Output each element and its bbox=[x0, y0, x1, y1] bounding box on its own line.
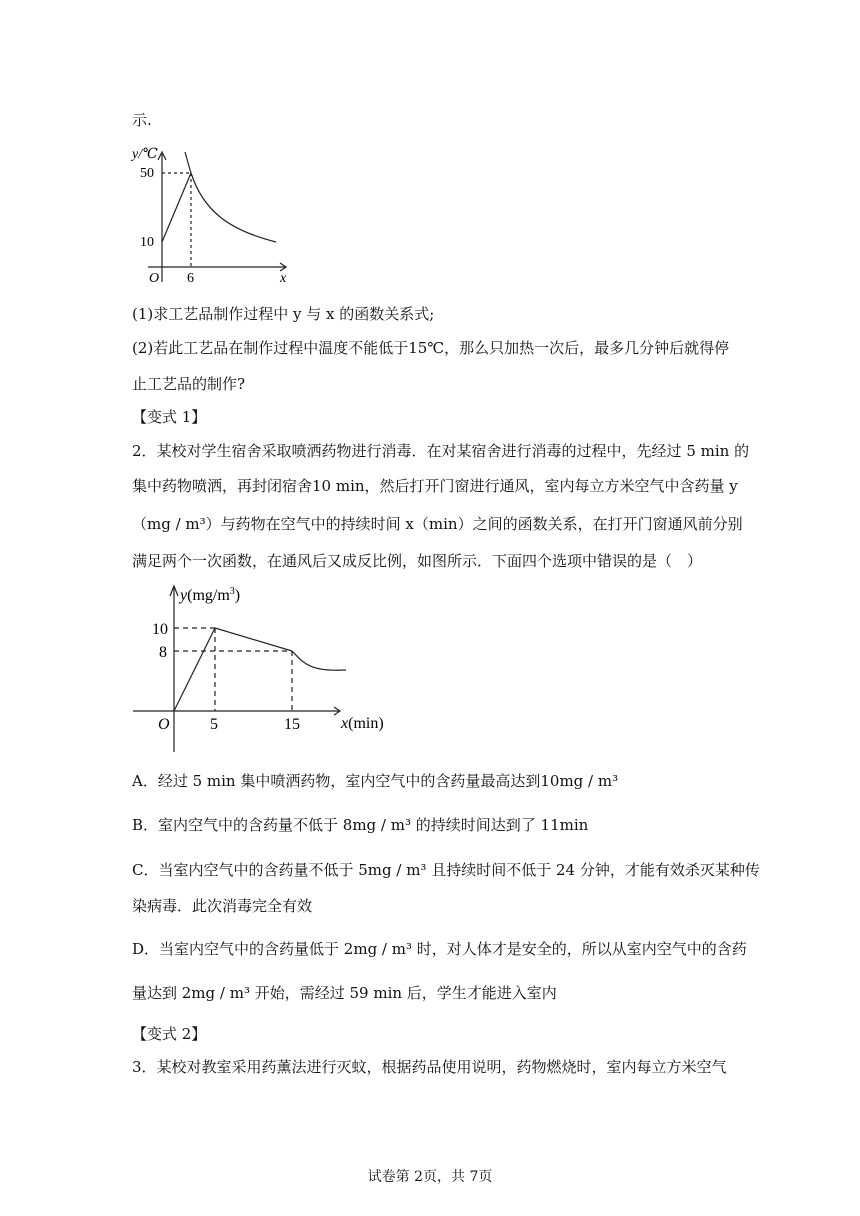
question-text: （mg / m³）与药物在空气中的持续时间 x（min）之间的函数关系，在打开门窗通风前分别 bbox=[132, 515, 743, 533]
origin-label: O bbox=[158, 716, 170, 733]
question-part-2: (2)若此工艺品在制作过程中温度不能低于15℃，那么只加热一次后，最多几分钟后就得停 bbox=[132, 339, 730, 357]
question-part-1: (1)求工艺品制作过程中 y 与 x 的函数关系式; bbox=[132, 305, 435, 323]
temperature-graph bbox=[128, 140, 298, 290]
page-footer: 试卷第 2页，共 7页 bbox=[367, 1169, 493, 1185]
text-line: 示. bbox=[132, 111, 152, 129]
y-axis-label: y/℃ bbox=[132, 147, 158, 162]
y-tick-label: 10 bbox=[152, 621, 168, 638]
question-text: 满足两个一次函数，在通风后又成反比例，如图所示．下面四个选项中错误的是（ ） bbox=[132, 552, 703, 570]
option-c: C．当室内空气中的含药量不低于 5mg / m³ 且持续时间不低于 24 分钟，才能有效杀灭某种传 bbox=[132, 861, 760, 879]
x-tick-label: 15 bbox=[284, 716, 300, 733]
x-tick-label: 6 bbox=[187, 271, 194, 286]
question-text: 2．某校对学生宿舍采取喷洒药物进行消毒．在对某宿舍进行消毒的过程中，先经过 5 min 的 bbox=[132, 442, 750, 460]
variant-heading: 【变式 1】 bbox=[132, 408, 207, 426]
question-part-2-cont: 止工艺品的制作? bbox=[132, 375, 246, 393]
option-d: D．当室内空气中的含药量低于 2mg / m³ 时，对人体才是安全的，所以从室内空气中的含药 bbox=[132, 940, 747, 958]
y-tick-label: 10 bbox=[140, 235, 154, 250]
x-axis-label: x(min) bbox=[341, 715, 384, 732]
y-tick-label: 50 bbox=[140, 166, 154, 181]
y-axis-label: $y(mg/m^3)$ bbox=[180, 586, 241, 604]
option-a: A．经过 5 min 集中喷洒药物，室内空气中的含药量最高达到10mg / m³ bbox=[132, 772, 619, 790]
option-c-cont: 染病毒．此次消毒完全有效 bbox=[132, 897, 313, 915]
option-d-cont: 量达到 2mg / m³ 开始，需经过 59 min 后，学生才能进入室内 bbox=[132, 984, 557, 1002]
drug-concentration-graph bbox=[128, 580, 398, 755]
variant-heading: 【变式 2】 bbox=[132, 1025, 207, 1043]
option-b: B．室内空气中的含药量不低于 8mg / m³ 的持续时间达到了 11min bbox=[132, 816, 589, 834]
x-axis-label: x bbox=[280, 271, 287, 286]
question-text: 集中药物喷洒，再封闭宿舍10 min，然后打开门窗进行通风，室内每立方米空气中含药量 y bbox=[132, 477, 738, 495]
question-text: 3．某校对教室采用药薰法进行灭蚊，根据药品使用说明，药物燃烧时，室内每立方米空气 bbox=[132, 1058, 727, 1076]
x-tick-label: 5 bbox=[210, 716, 218, 733]
y-tick-label: 8 bbox=[159, 644, 167, 661]
origin-label: O bbox=[149, 271, 160, 286]
